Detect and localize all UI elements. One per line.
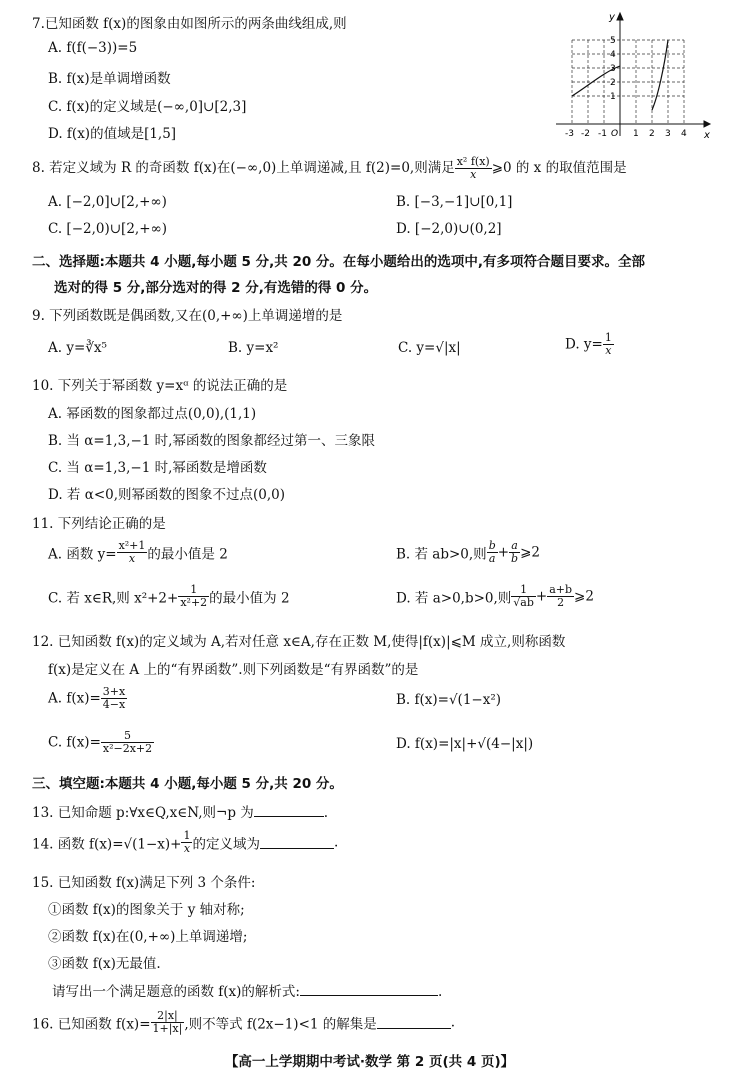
q13-stem: 13. 已知命题 p:∀x∈Q,x∈N,则¬p 为 . (32, 805, 329, 821)
q15-answer-blank[interactable] (300, 983, 438, 996)
q11-option-b: B. 若 ab>0,则 $\frac{b}{a}$ + $\frac{a}{b}$ ⩾2 (396, 539, 540, 565)
y-tick-4: 4 (610, 50, 616, 60)
q10-option-c: C. 当 α=1,3,−1 时,幂函数是增函数 (48, 460, 267, 476)
q7-option-c: C. f(x)的定义域是(−∞,0]∪[2,3] (48, 99, 247, 115)
q12-option-c: C. f(x)= $\frac{5}{\text{x²−2x+2}}$ (48, 729, 153, 755)
q9-option-c: C. y=√|x| (398, 340, 461, 356)
q8-stem (32, 156, 627, 181)
q14-stem: 14. 函数 f(x)=√(1−x)+ $\frac{1}{x}$ 的定义域为 . (32, 829, 339, 855)
q13-answer-blank[interactable] (254, 804, 324, 817)
y-axis-label: y (609, 12, 615, 23)
page-footer: 【高一上学期期中考试·数学 第 2 页(共 4 页)】 (224, 1054, 515, 1070)
section2-heading: 二、选择题:本题共 4 小题,每小题 5 分,共 20 分。在每小题给出的选项中,有多项符合题目要求。全部 (32, 254, 646, 270)
q7-function-graph (552, 6, 717, 140)
x-tick-2: 2 (649, 129, 655, 139)
q14-answer-blank[interactable] (260, 836, 334, 849)
q7-stem: 7.已知函数 f(x)的图象由如图所示的两条曲线组成,则 (32, 16, 347, 32)
q10-stem: 10. 下列关于幂函数 y=xᵅ 的说法正确的是 (32, 378, 288, 394)
q15-stem: 15. 已知函数 f(x)满足下列 3 个条件: (32, 875, 256, 891)
section2-heading-cont: 选对的得 5 分,部分选对的得 2 分,有选错的得 0 分。 (54, 280, 378, 296)
q8-option-c: C. [−2,0)∪[2,+∞) (48, 221, 168, 237)
q8-option-b: B. [−3,−1]∪[0,1] (396, 194, 513, 210)
x-tick-1: 1 (633, 129, 639, 139)
q8-stem-part1: 8. 若定义域为 R 的奇函数 f(x)在(−∞,0)上单调递减,且 f(2)=0,则满足 (32, 160, 455, 176)
right-curve (652, 40, 668, 110)
q8-option-a: A. [−2,0]∪[2,+∞) (48, 194, 167, 210)
q12-option-d: D. f(x)=|x|+√(4−|x|) (396, 736, 534, 752)
q11-stem: 11. 下列结论正确的是 (32, 516, 166, 532)
q7-option-a: A. f(f(−3))=5 (48, 40, 138, 56)
q10-option-b: B. 当 α=1,3,−1 时,幂函数的图象都经过第一、三象限 (48, 433, 375, 449)
q12-stem-cont: f(x)是定义在 A 上的“有界函数”.则下列函数是“有界函数”的是 (48, 662, 419, 678)
q9-stem: 9. 下列函数既是偶函数,又在(0,+∞)上单调递增的是 (32, 308, 343, 324)
q15-condition-1: ①函数 f(x)的图象关于 y 轴对称; (48, 902, 245, 918)
q15-condition-2: ②函数 f(x)在(0,+∞)上单调递增; (48, 929, 248, 945)
q12-stem: 12. 已知函数 f(x)的定义域为 A,若对任意 x∈A,存在正数 M,使得|f(x)|⩽M 成立,则称函数 (32, 634, 566, 650)
q7-option-d: D. f(x)的值域是[1,5] (48, 126, 177, 142)
x-tick-3: 3 (665, 129, 671, 139)
y-tick-2: 2 (610, 78, 616, 88)
x-tick-origin: O (611, 129, 619, 139)
q11-option-c: C. 若 x∈R,则 x²+2+ $\frac{1}{\text{x²+2}}$ 的最小值为 2 (48, 583, 290, 609)
q15-condition-3: ③函数 f(x)无最值. (48, 956, 161, 972)
x-axis-label: x (704, 130, 710, 140)
x-tick-n1: -1 (598, 129, 607, 139)
q16-stem: 16. 已知函数 f(x)= $\frac{2|x|}{1+|x|}$ ,则不等式 f(2x−1)<1 的解集是 . (32, 1009, 456, 1035)
q11-option-d: D. 若 a>0,b>0,则 $\frac{1}{√ab}$ + $\frac{a+b}{2}$ ⩾2 (396, 583, 594, 609)
q8-stem-part2: ⩾0 的 x 的取值范围是 (491, 160, 627, 176)
y-tick-3: 3 (610, 64, 616, 74)
q7-option-b: B. f(x)是单调增函数 (48, 71, 171, 87)
q10-option-a: A. 幂函数的图象都过点(0,0),(1,1) (48, 406, 257, 422)
x-tick-4: 4 (681, 129, 687, 139)
q15-prompt: 请写出一个满足题意的函数 f(x)的解析式: . (52, 984, 443, 1000)
x-tick-n3: -3 (565, 129, 574, 139)
y-tick-1: 1 (610, 92, 616, 102)
x-tick-n2: -2 (581, 129, 590, 139)
y-tick-5: 5 (610, 36, 616, 46)
q10-option-d: D. 若 α<0,则幂函数的图象不过点(0,0) (48, 487, 286, 503)
q9-option-a: A. y=∛x⁵ (48, 340, 107, 356)
q11-option-a: A. 函数 y= $\frac{\text{x²+1}}{x}$ 的最小值是 2 (48, 539, 228, 565)
q12-option-a: A. f(x)= $\frac{3+x}{4-x}$ (48, 685, 126, 711)
q12-option-b: B. f(x)=√(1−x²) (396, 692, 502, 708)
q16-answer-blank[interactable] (377, 1016, 451, 1029)
q9-option-d: D. y= $\frac{1}{x}$ (565, 331, 612, 357)
q8-option-d: D. [−2,0)∪(0,2] (396, 221, 502, 237)
q8-fraction: $\frac{\text{x² f(x)}}{x}$ (456, 155, 490, 181)
section3-heading: 三、填空题:本题共 4 小题,每小题 5 分,共 20 分。 (32, 776, 343, 792)
q9-option-b: B. y=x² (228, 340, 279, 356)
